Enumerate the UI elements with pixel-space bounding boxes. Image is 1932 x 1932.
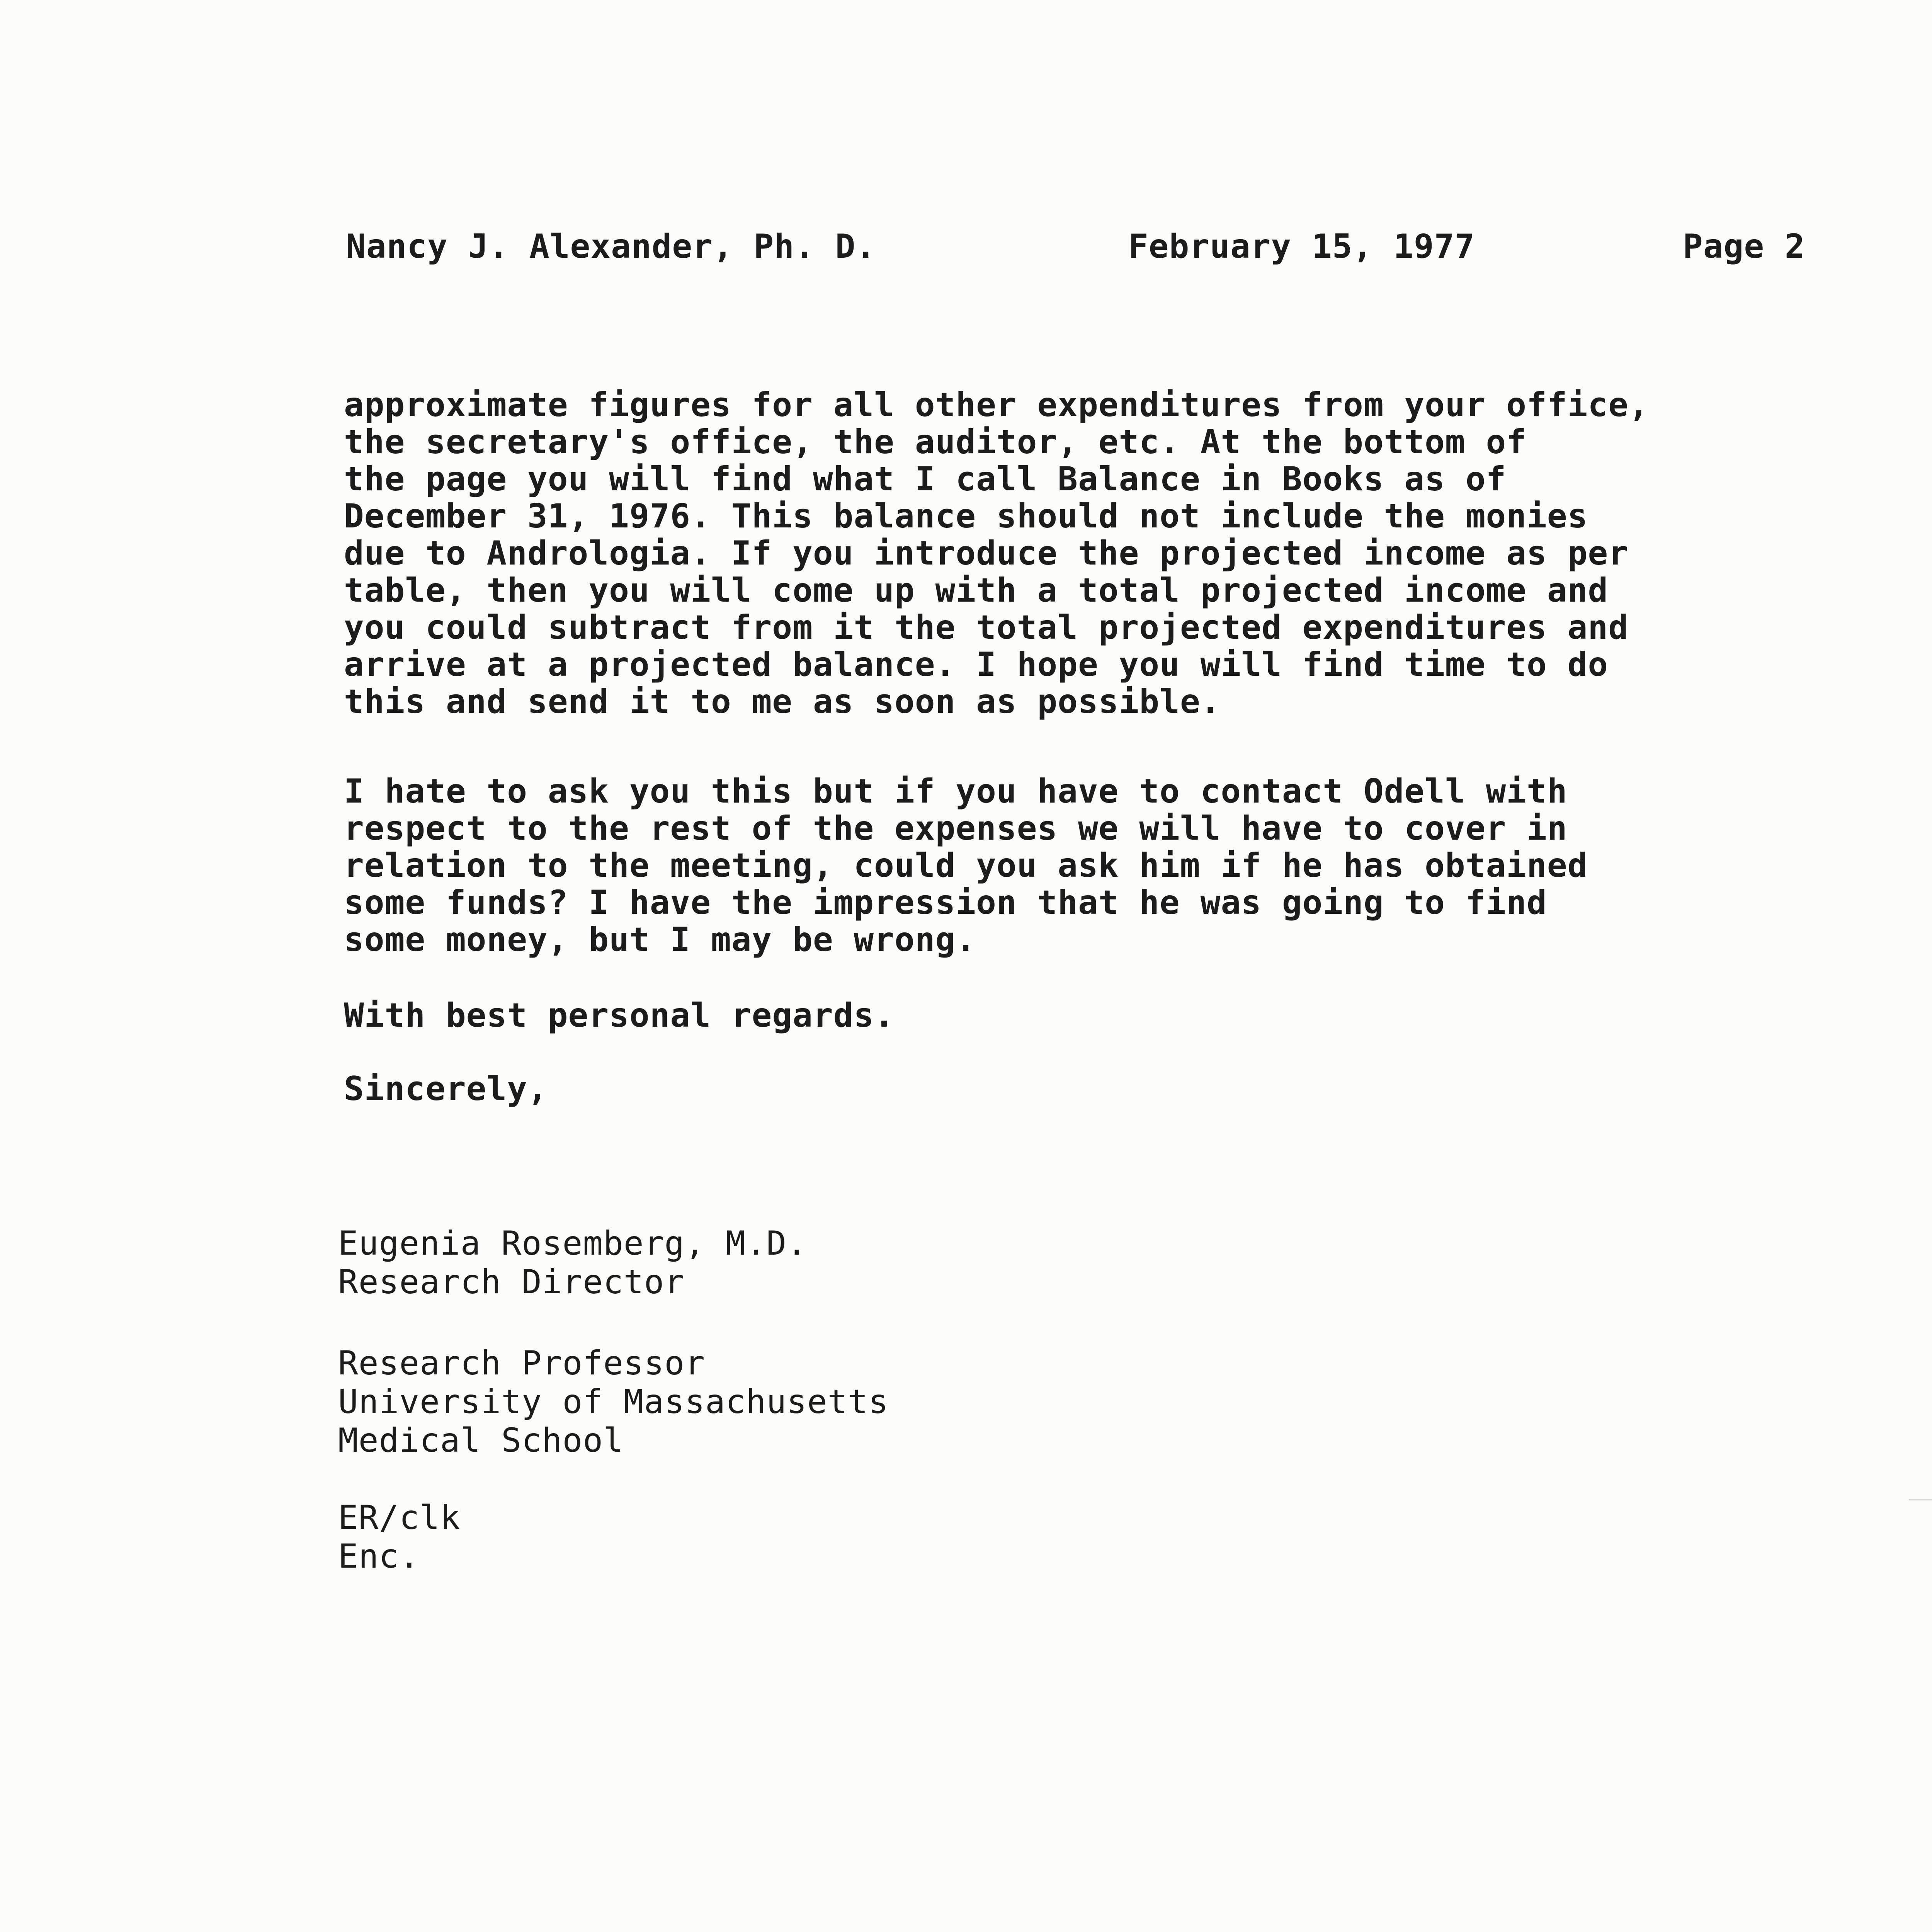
paragraph-line: approximate figures for all other expenditures from your office, (344, 386, 1649, 424)
header-date: February 15, 1977 (1128, 227, 1475, 266)
closing-line (344, 997, 1851, 1034)
signer-title: Research Director (338, 1263, 685, 1301)
paragraph-line: you could subtract from it the total projected expenditures and (344, 608, 1629, 647)
signature-block (338, 1225, 807, 1302)
paragraph-line: some funds? I have the impression that he was going to find (344, 883, 1547, 922)
enclosure-notation: Enc. (338, 1537, 420, 1576)
affiliation-line: Medical School (338, 1421, 624, 1460)
paragraph-line: I hate to ask you this but if you have to contact Odell with (344, 772, 1568, 811)
affiliation-line: University of Massachusetts (338, 1383, 889, 1421)
paragraph-line: some money, but I may be wrong. (344, 920, 976, 959)
paragraph-line: due to Andrologia. If you introduce the projected income as per (344, 534, 1629, 573)
signer-name: Eugenia Rosemberg, M.D. (338, 1224, 807, 1263)
header-addressee: Nancy J. Alexander, Ph. D. (346, 227, 876, 266)
salutation-line (344, 1070, 1851, 1107)
paragraph-line: arrive at a projected balance. I hope you will find time to do (344, 645, 1609, 684)
paragraph-line: this and send it to me as soon as possible. (344, 682, 1221, 721)
reference-block (338, 1499, 461, 1577)
reference-initials: ER/clk (338, 1498, 461, 1537)
body-paragraph-2 (344, 773, 1851, 958)
header-page-number: Page 2 (1683, 227, 1805, 266)
salutation-text: Sincerely, (344, 1070, 548, 1108)
page-edge-fold-mark (1909, 1499, 1932, 1524)
paragraph-line: respect to the rest of the expenses we will have to cover in (344, 809, 1568, 848)
affiliation-line: Research Professor (338, 1344, 705, 1383)
paragraph-line: the secretary's office, the auditor, etc. At the bottom of (344, 423, 1527, 461)
paragraph-line: December 31, 1976. This balance should not include the monies (344, 497, 1588, 536)
closing-text: With best personal regards. (344, 996, 895, 1035)
affiliation-block (338, 1345, 889, 1461)
paragraph-line: the page you will find what I call Balance in Books as of (344, 460, 1507, 498)
paragraph-line: relation to the meeting, could you ask him if he has obtained (344, 846, 1588, 885)
body-paragraph-1 (344, 386, 1851, 720)
paragraph-line: table, then you will come up with a total projected income and (344, 571, 1609, 610)
